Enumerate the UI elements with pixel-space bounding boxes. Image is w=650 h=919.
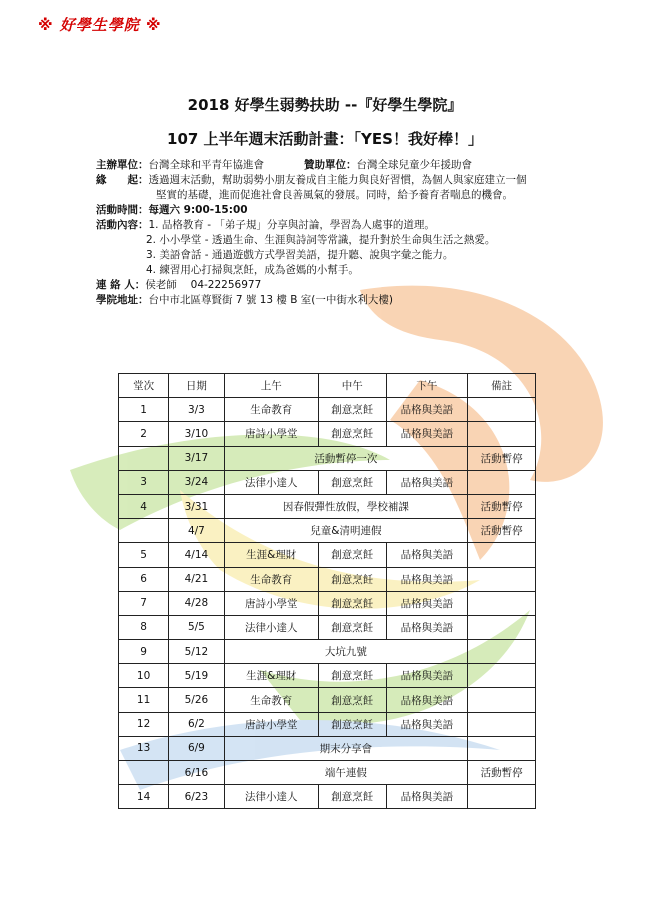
table-row bbox=[119, 567, 536, 591]
cell-date: 3/24 bbox=[169, 470, 224, 494]
cell-date: 6/23 bbox=[169, 785, 224, 809]
schedule-table bbox=[118, 373, 536, 809]
time-row bbox=[96, 203, 616, 218]
cell-afternoon: 品格與美語 bbox=[386, 591, 468, 615]
organizer-row bbox=[96, 158, 616, 173]
cell-morning: 生涯&理財 bbox=[224, 664, 318, 688]
organizer-label: 主辦單位： bbox=[96, 159, 149, 171]
header-date: 日期 bbox=[169, 374, 224, 398]
table-row bbox=[119, 470, 536, 494]
table-row bbox=[119, 640, 536, 664]
address-label: 學院地址： bbox=[96, 294, 149, 306]
address-row bbox=[96, 293, 616, 308]
cell-date: 4/28 bbox=[169, 591, 224, 615]
cell-merged: 兒童&清明連假 bbox=[224, 519, 468, 543]
cell-date: 5/12 bbox=[169, 640, 224, 664]
cell-session: 8 bbox=[119, 615, 169, 639]
header-afternoon: 下午 bbox=[386, 374, 468, 398]
page-title: 2018 好學生弱勢扶助 --『好學生學院』 bbox=[187, 96, 463, 114]
cell-noon: 創意烹飪 bbox=[318, 688, 386, 712]
cell-session: 4 bbox=[119, 494, 169, 518]
table-row bbox=[119, 712, 536, 736]
cell-session bbox=[119, 519, 169, 543]
table-row bbox=[119, 785, 536, 809]
cell-note bbox=[468, 543, 536, 567]
header-note: 備註 bbox=[468, 374, 536, 398]
cell-session: 10 bbox=[119, 664, 169, 688]
info-section bbox=[96, 158, 616, 308]
time-label: 活動時間： bbox=[96, 204, 149, 216]
cell-note: 活動暫停 bbox=[468, 494, 536, 518]
cell-noon: 創意烹飪 bbox=[318, 470, 386, 494]
cell-morning: 生涯&理財 bbox=[224, 543, 318, 567]
cell-session bbox=[119, 446, 169, 470]
table-row bbox=[119, 446, 536, 470]
cell-session: 6 bbox=[119, 567, 169, 591]
cell-noon: 創意烹飪 bbox=[318, 615, 386, 639]
cell-afternoon: 品格與美語 bbox=[386, 712, 468, 736]
cell-date: 4/7 bbox=[169, 519, 224, 543]
table-row bbox=[119, 591, 536, 615]
cell-session: 7 bbox=[119, 591, 169, 615]
cell-morning: 唐詩小學堂 bbox=[224, 591, 318, 615]
content-label: 活動內容： bbox=[96, 219, 149, 231]
content-item-3: 3. 美語會話 - 通過遊戲方式學習美語，提升聽、說與字彙之能力。 bbox=[146, 249, 454, 261]
cell-session: 14 bbox=[119, 785, 169, 809]
table-row bbox=[119, 398, 536, 422]
cell-noon: 創意烹飪 bbox=[318, 785, 386, 809]
cell-note bbox=[468, 591, 536, 615]
content-item-1: 1. 品格教育 - 「弟子規」分享與討論，學習為人處事的道理。 bbox=[148, 219, 435, 231]
content-item-4: 4. 練習用心打掃與烹飪，成為爸媽的小幫手。 bbox=[146, 264, 359, 276]
cell-morning: 唐詩小學堂 bbox=[224, 422, 318, 446]
header-session: 堂次 bbox=[119, 374, 169, 398]
cell-afternoon: 品格與美語 bbox=[386, 567, 468, 591]
table-row bbox=[119, 494, 536, 518]
cell-note bbox=[468, 688, 536, 712]
origin-row bbox=[96, 173, 616, 188]
cell-morning: 法律小達人 bbox=[224, 615, 318, 639]
cell-note bbox=[468, 398, 536, 422]
cell-date: 5/19 bbox=[169, 664, 224, 688]
cell-date: 3/3 bbox=[169, 398, 224, 422]
header-morning: 上午 bbox=[224, 374, 318, 398]
cell-date: 3/10 bbox=[169, 422, 224, 446]
cell-afternoon: 品格與美語 bbox=[386, 422, 468, 446]
cell-date: 6/16 bbox=[169, 761, 224, 785]
cell-afternoon: 品格與美語 bbox=[386, 470, 468, 494]
cell-session: 3 bbox=[119, 470, 169, 494]
content-row bbox=[96, 218, 616, 233]
contact-row bbox=[96, 278, 616, 293]
cell-note bbox=[468, 664, 536, 688]
sponsor-value: 台灣全球兒童少年援助會 bbox=[356, 159, 472, 171]
cell-date: 4/14 bbox=[169, 543, 224, 567]
cell-afternoon: 品格與美語 bbox=[386, 543, 468, 567]
sponsor-label: 贊助單位： bbox=[304, 159, 357, 171]
cell-date: 6/2 bbox=[169, 712, 224, 736]
cell-noon: 創意烹飪 bbox=[318, 664, 386, 688]
cell-afternoon: 品格與美語 bbox=[386, 615, 468, 639]
cell-session: 13 bbox=[119, 736, 169, 760]
table-row bbox=[119, 422, 536, 446]
cell-note bbox=[468, 785, 536, 809]
cell-session: 1 bbox=[119, 398, 169, 422]
table-row bbox=[119, 543, 536, 567]
cell-date: 3/17 bbox=[169, 446, 224, 470]
cell-note: 活動暫停 bbox=[468, 519, 536, 543]
cell-note bbox=[468, 567, 536, 591]
cell-note bbox=[468, 615, 536, 639]
cell-afternoon: 品格與美語 bbox=[386, 785, 468, 809]
cell-noon: 創意烹飪 bbox=[318, 567, 386, 591]
content-item-2: 2. 小小學堂 - 透過生命、生涯與詩詞等常識，提升對於生命與生活之熱愛。 bbox=[146, 234, 496, 246]
table-row bbox=[119, 688, 536, 712]
cell-note: 活動暫停 bbox=[468, 761, 536, 785]
cell-merged: 大坑九號 bbox=[224, 640, 468, 664]
cell-morning: 法律小達人 bbox=[224, 470, 318, 494]
table-row bbox=[119, 519, 536, 543]
table-row bbox=[119, 761, 536, 785]
cell-date: 5/26 bbox=[169, 688, 224, 712]
cell-note bbox=[468, 470, 536, 494]
cell-morning: 唐詩小學堂 bbox=[224, 712, 318, 736]
cell-noon: 創意烹飪 bbox=[318, 712, 386, 736]
cell-morning: 生命教育 bbox=[224, 567, 318, 591]
contact-label: 連 絡 人： bbox=[96, 279, 146, 291]
contact-value: 侯老師 04-22256977 bbox=[145, 279, 262, 291]
header-mark: ※ 好學生學院 ※ bbox=[38, 16, 162, 34]
cell-session: 11 bbox=[119, 688, 169, 712]
cell-noon: 創意烹飪 bbox=[318, 591, 386, 615]
table-row bbox=[119, 736, 536, 760]
cell-noon: 創意烹飪 bbox=[318, 422, 386, 446]
cell-note bbox=[468, 736, 536, 760]
address-value: 台中市北區尊賢街 7 號 13 樓 B 室(一中街水利大樓) bbox=[148, 294, 393, 306]
cell-note: 活動暫停 bbox=[468, 446, 536, 470]
table-row bbox=[119, 615, 536, 639]
page-subtitle: 107 上半年週末活動計畫：「YES！我好棒！」 bbox=[167, 130, 483, 148]
cell-merged: 端午連假 bbox=[224, 761, 468, 785]
cell-noon: 創意烹飪 bbox=[318, 543, 386, 567]
organizer-value: 台灣全球和平青年協進會 bbox=[148, 159, 264, 171]
table-header-row bbox=[119, 374, 536, 398]
cell-merged: 期末分享會 bbox=[224, 736, 468, 760]
cell-note bbox=[468, 422, 536, 446]
cell-morning: 生命教育 bbox=[224, 688, 318, 712]
cell-afternoon: 品格與美語 bbox=[386, 398, 468, 422]
cell-afternoon: 品格與美語 bbox=[386, 688, 468, 712]
cell-morning: 生命教育 bbox=[224, 398, 318, 422]
cell-afternoon: 品格與美語 bbox=[386, 664, 468, 688]
cell-morning: 法律小達人 bbox=[224, 785, 318, 809]
origin-line-2: 堅實的基礎，進而促進社會良善風氣的發展。同時，給予養育者喘息的機會。 bbox=[156, 189, 513, 201]
cell-merged: 因春假彈性放假，學校補課 bbox=[224, 494, 468, 518]
table-row bbox=[119, 664, 536, 688]
cell-noon: 創意烹飪 bbox=[318, 398, 386, 422]
cell-note bbox=[468, 640, 536, 664]
origin-label: 緣 起： bbox=[96, 174, 149, 186]
cell-date: 6/9 bbox=[169, 736, 224, 760]
cell-date: 3/31 bbox=[169, 494, 224, 518]
cell-date: 5/5 bbox=[169, 615, 224, 639]
cell-session: 2 bbox=[119, 422, 169, 446]
time-value: 每週六 9:00-15:00 bbox=[148, 204, 248, 216]
origin-line-1: 透過週末活動，幫助弱勢小朋友養成自主能力與良好習慣，為個人與家庭建立一個 bbox=[148, 174, 527, 186]
cell-session bbox=[119, 761, 169, 785]
cell-session: 9 bbox=[119, 640, 169, 664]
cell-note bbox=[468, 712, 536, 736]
cell-date: 4/21 bbox=[169, 567, 224, 591]
cell-merged: 活動暫停一次 bbox=[224, 446, 468, 470]
header-noon: 中午 bbox=[318, 374, 386, 398]
cell-session: 5 bbox=[119, 543, 169, 567]
cell-session: 12 bbox=[119, 712, 169, 736]
